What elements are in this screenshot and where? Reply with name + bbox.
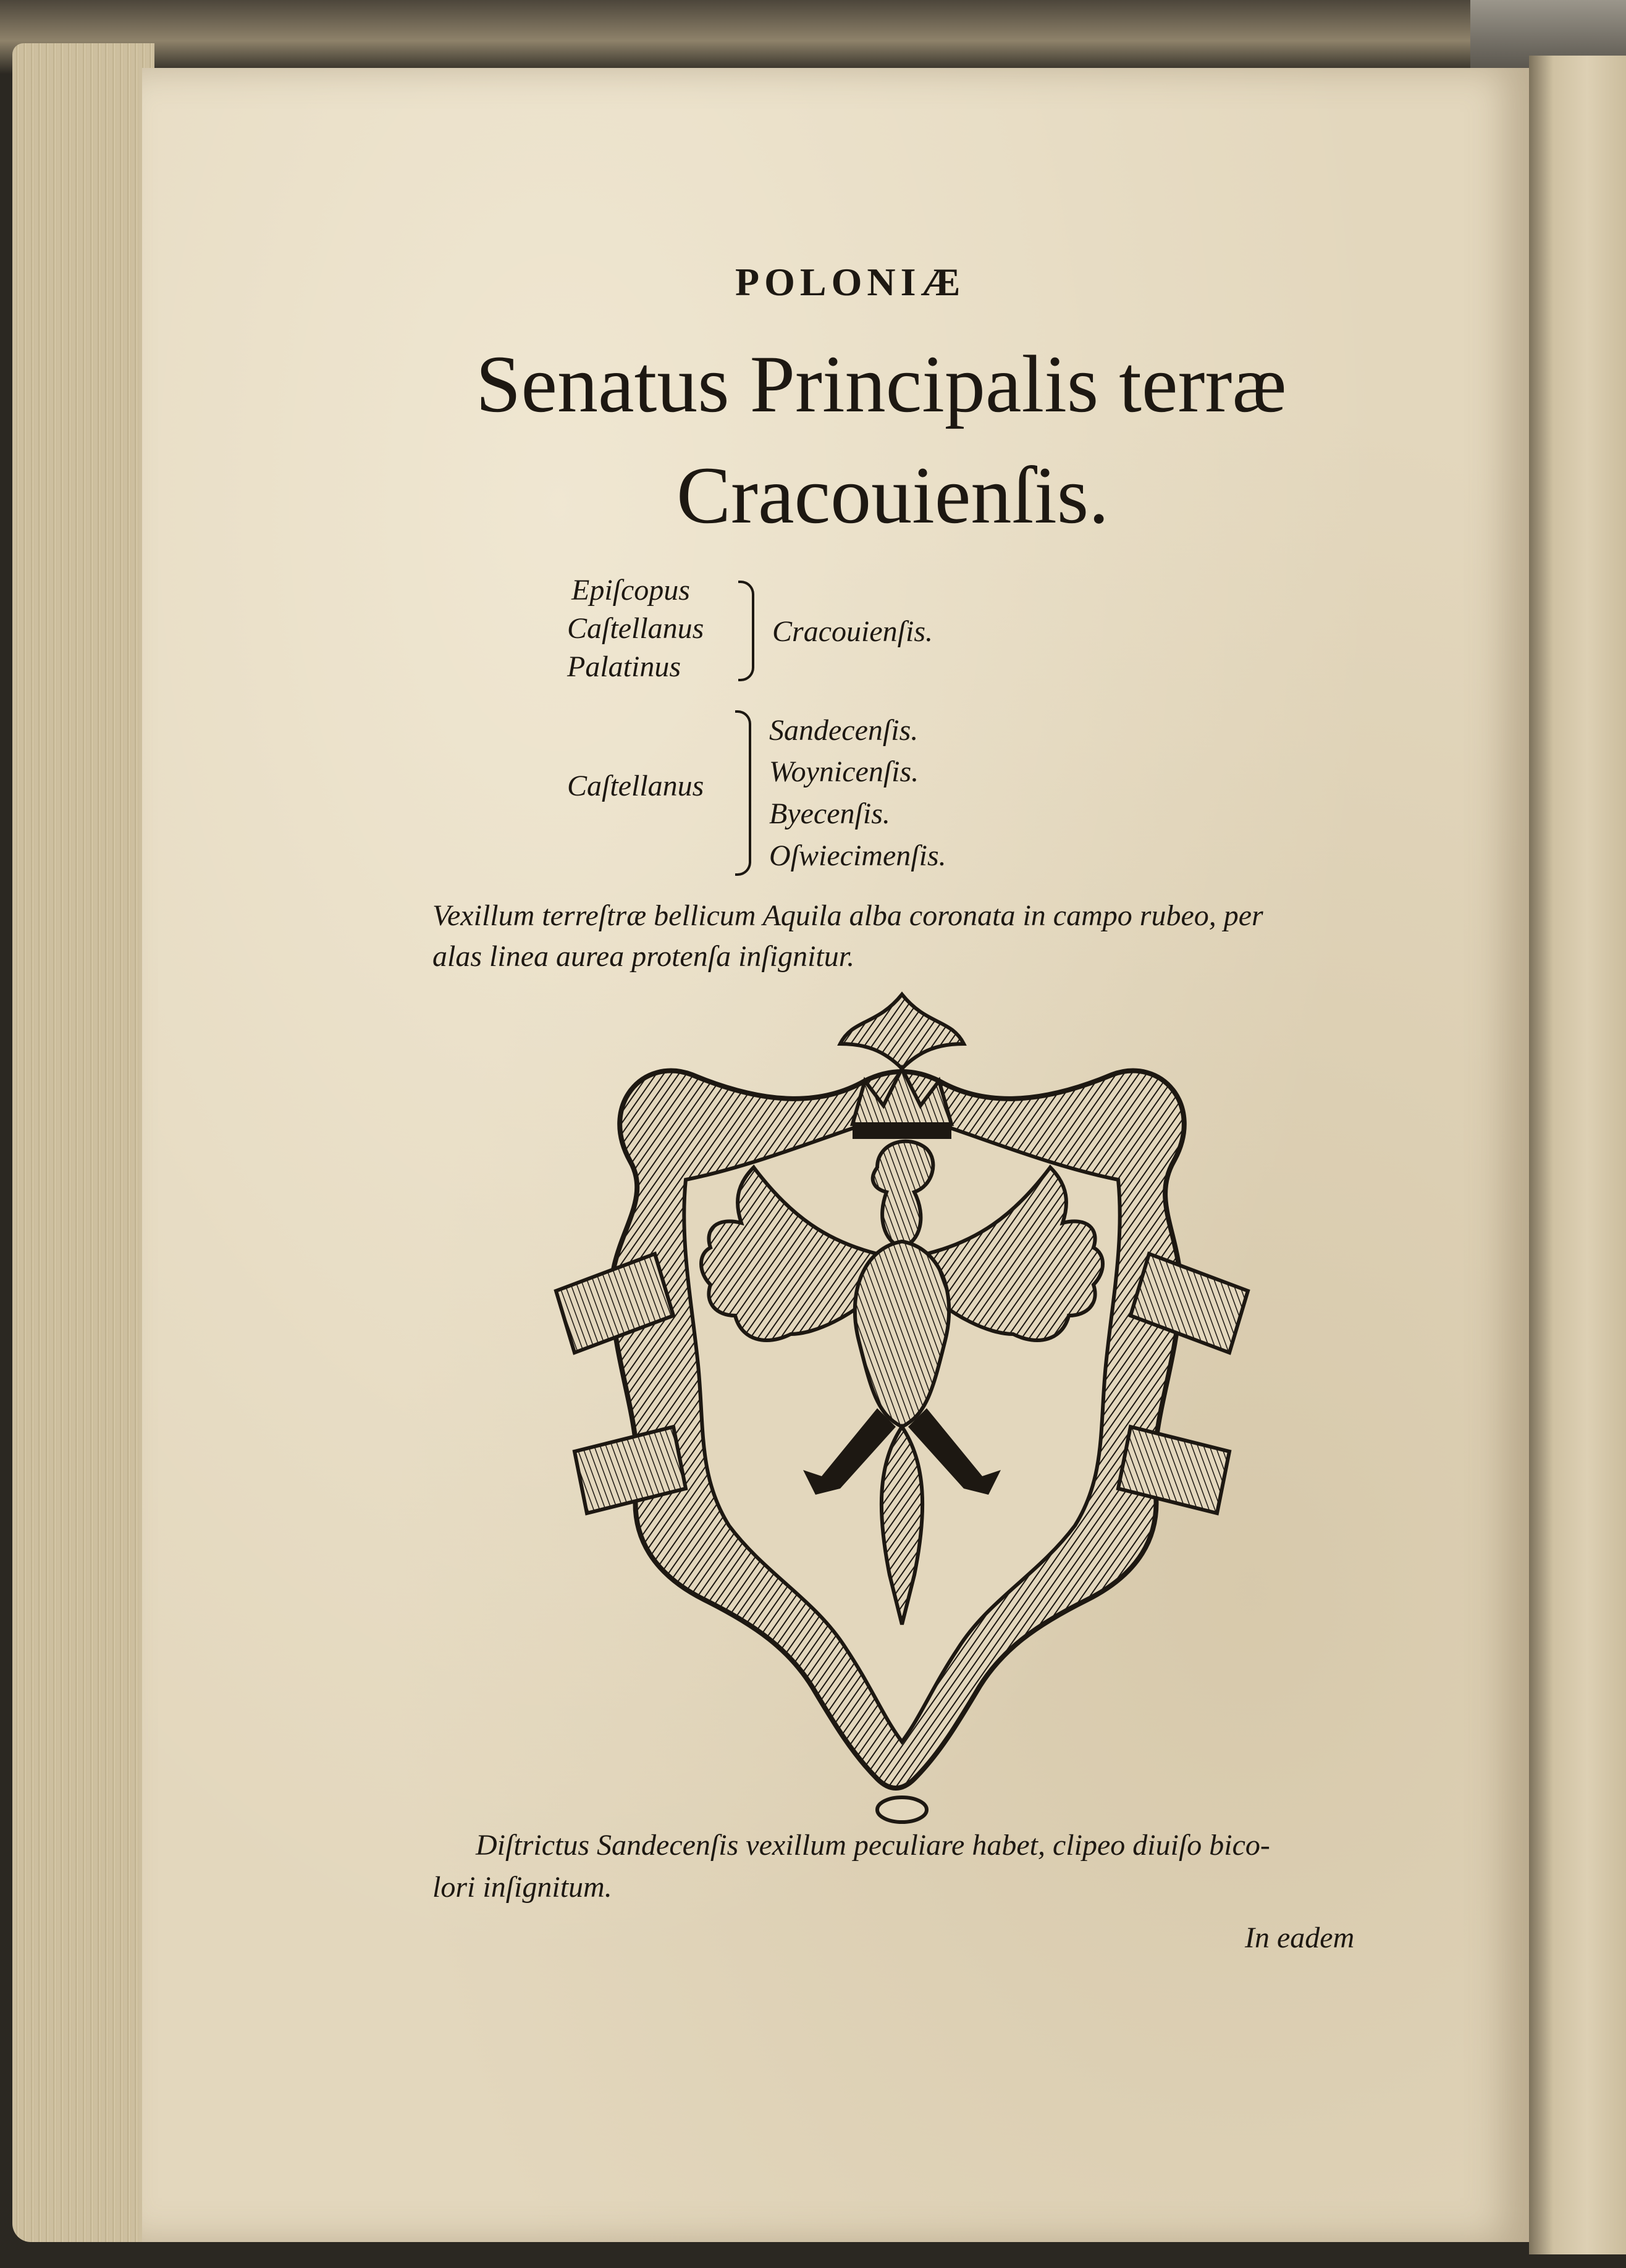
office-castellanus-2: Caſtellanus: [567, 770, 704, 802]
catchword: In eadem: [1245, 1922, 1355, 1954]
vexillum-line-1: Vexillum terreſtræ bellicum Aquila alba coronata in campo rubeo, per: [432, 899, 1263, 932]
place-woynicensis: Woynicenſis.: [769, 755, 919, 788]
facing-page-edge: [1529, 56, 1626, 2254]
place-oswiecimensis: Oſwiecimenſis.: [769, 839, 946, 872]
top-shadow: [0, 0, 1626, 74]
place-sandecensis: Sandecenſis.: [769, 714, 919, 747]
office-castellanus: Caſtellanus: [567, 612, 704, 645]
office-episcopus: Epiſcopus: [571, 574, 690, 607]
page-edges: [12, 43, 154, 2242]
districtus-line-1: Diſtrictus Sandecenſis vexillum peculiare habet, clipeo diuiſo bico-: [476, 1829, 1270, 1862]
coat-of-arms-eagle: [531, 982, 1273, 1834]
see-cracouiensis: Cracouienſis.: [772, 615, 933, 648]
vexillum-line-2: alas linea aurea protenſa inſignitur.: [432, 940, 855, 973]
office-palatinus: Palatinus: [567, 650, 681, 683]
districtus-line-2: lori inſignitum.: [432, 1871, 612, 1904]
running-head: POLONIÆ: [735, 260, 966, 304]
page-title-line-2: Cracouienſis.: [676, 450, 1110, 540]
brace-group-1: [738, 581, 754, 681]
place-byecensis: Byecenſis.: [769, 797, 890, 830]
page-title-line-1: Senatus Principalis terræ: [476, 338, 1287, 429]
brace-group-2: [735, 710, 751, 876]
